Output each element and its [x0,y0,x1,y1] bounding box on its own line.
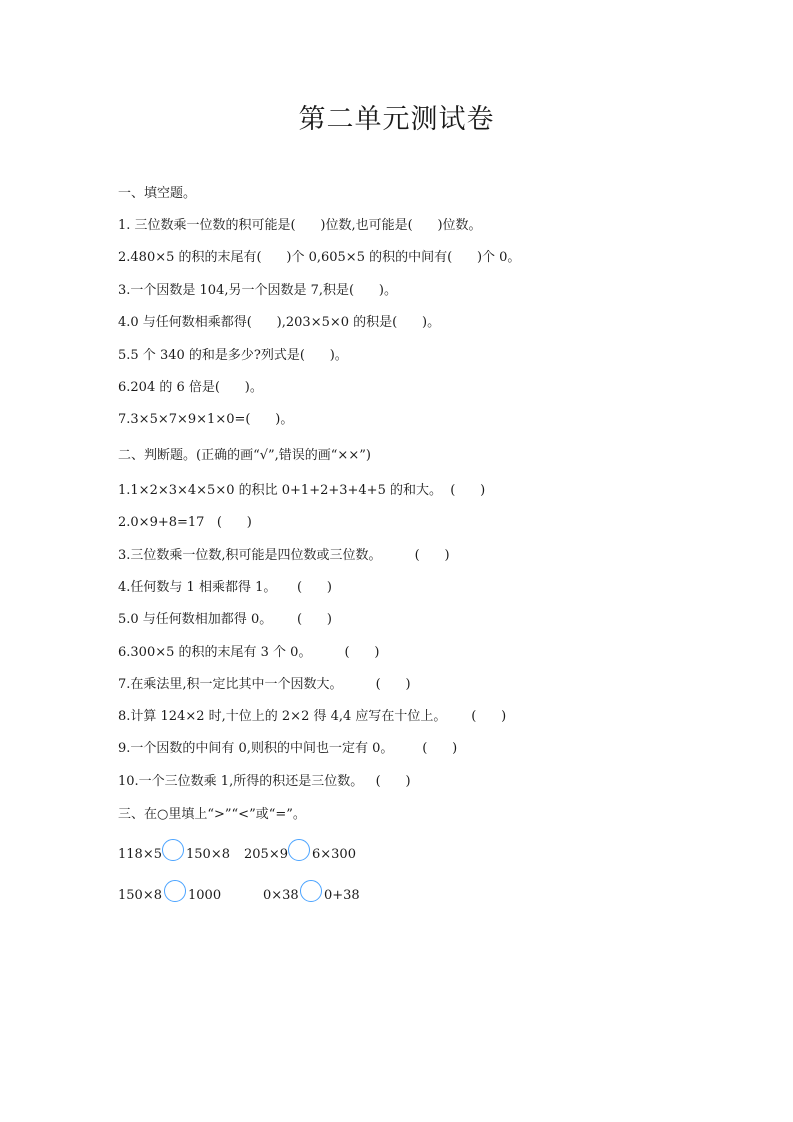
fill-blank-item-1: 1. 三位数乘一位数的积可能是( )位数,也可能是( )位数。 [118,218,482,233]
true-false-item-6: 6.300×5 的积的末尾有 3 个 0。 ( ) [118,645,380,660]
compare-expr-right: 150×8 [186,847,230,862]
compare-expr-left: 205×9 [244,847,288,862]
true-false-item-3: 3.三位数乘一位数,积可能是四位数或三位数。 ( ) [118,548,450,563]
answer-circle-1[interactable] [162,839,184,861]
true-false-item-10: 10.一个三位数乘 1,所得的积还是三位数。 ( ) [118,774,411,789]
fill-blank-item-4: 4.0 与任何数相乘都得( ),203×5×0 的积是( )。 [118,315,441,330]
compare-row-1 [118,845,418,869]
fill-blank-item-6: 6.204 的 6 倍是( )。 [118,380,263,395]
section-heading-fill-blank: 一、填空题。 [118,186,197,201]
compare-expr-left: 0×38 [263,888,299,903]
page-title: 第二单元测试卷 [298,104,495,135]
true-false-item-2: 2.0×9+8=17 ( ) [118,515,252,530]
compare-expr-right: 0+38 [324,888,360,903]
section-heading-compare: 三、在○里填上“>”“<”或“=”。 [118,807,306,822]
answer-circle-3[interactable] [164,880,186,902]
true-false-item-7: 7.在乘法里,积一定比其中一个因数大。 ( ) [118,677,411,692]
section-heading-true-false: 二、判断题。(正确的画“√”,错误的画“××”) [118,448,371,463]
compare-row-2 [118,886,418,910]
true-false-item-8: 8.计算 124×2 时,十位上的 2×2 得 4,4 应写在十位上。 ( ) [118,709,507,724]
true-false-item-1: 1.1×2×3×4×5×0 的积比 0+1+2+3+4+5 的和大。 ( ) [118,483,486,498]
fill-blank-item-5: 5.5 个 340 的和是多少?列式是( )。 [118,348,348,363]
answer-circle-4[interactable] [300,880,322,902]
true-false-item-9: 9.一个因数的中间有 0,则积的中间也一定有 0。 ( ) [118,741,458,756]
answer-circle-2[interactable] [288,839,310,861]
fill-blank-item-2: 2.480×5 的积的末尾有( )个 0,605×5 的积的中间有( )个 0。 [118,250,521,265]
fill-blank-item-3: 3.一个因数是 104,另一个因数是 7,积是( )。 [118,283,397,298]
true-false-item-4: 4.任何数与 1 相乘都得 1。 ( ) [118,580,332,595]
compare-expr-left: 118×5 [118,847,162,862]
true-false-item-5: 5.0 与任何数相加都得 0。 ( ) [118,612,332,627]
fill-blank-item-7: 7.3×5×7×9×1×0=( )。 [118,412,294,427]
compare-expr-left: 150×8 [118,888,162,903]
compare-expr-right: 1000 [188,888,222,903]
compare-expr-right: 6×300 [312,847,356,862]
